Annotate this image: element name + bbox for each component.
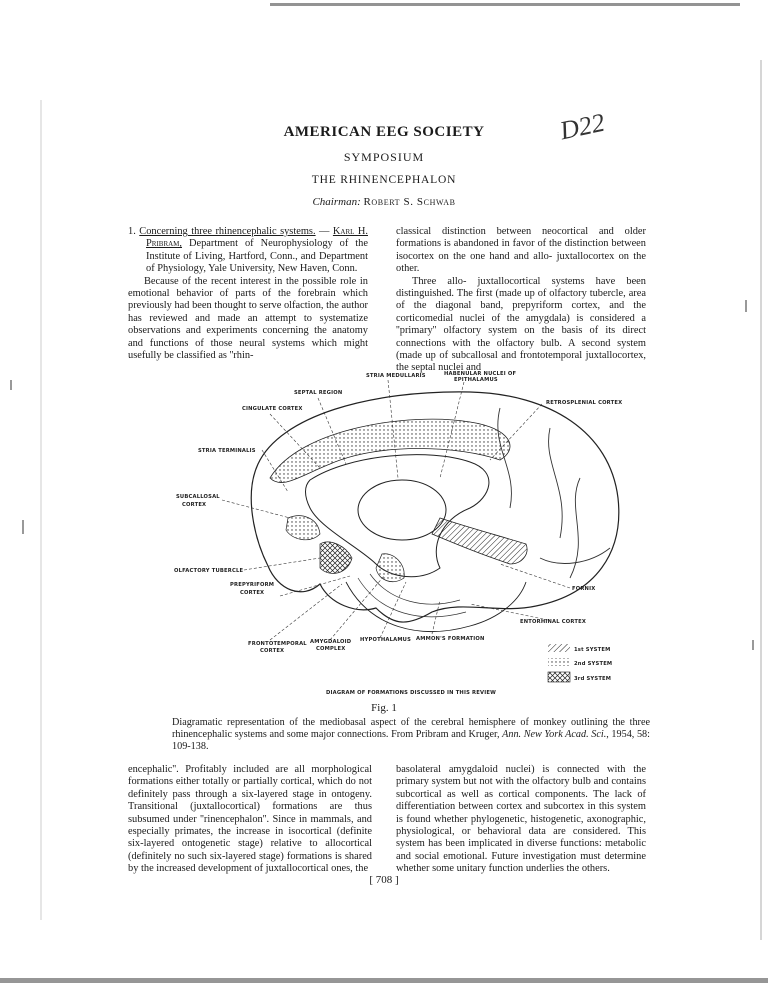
item-number: 1. [128,226,136,237]
first-system-area [286,516,320,540]
section-subtitle: SYMPOSIUM [343,150,425,164]
label-fornix: FORNIX [572,586,596,592]
sulcus-line [540,548,610,563]
scan-speck [10,380,12,390]
legend-label-3: 3rd SYSTEM [574,676,612,682]
caption-text: Diagramatic representation of the mediobasal aspect of the cerebral hemisphere of monkey outlining the three rhinencephalic systems and some major connections. From Pribram and Kruger, [172,717,650,741]
chairman-line [0,196,768,208]
left-column-top [128,226,368,362]
thalamus-outline [358,480,446,540]
label-entorhinal-cortex: ENTORHINAL CORTEX [520,619,587,625]
legend-swatch-2 [548,658,570,666]
figure-legend [548,644,612,682]
scan-edge-bottom [0,978,768,983]
symposium-topic: THE RHINENCEPHALON [311,174,457,186]
diagram-title: DIAGRAM OF FORMATIONS DISCUSSED IN THIS REVIEW [326,690,496,696]
scan-edge-right [760,60,762,940]
label-cingulate-cortex: CINGULATE CORTEX [242,406,303,412]
label-ammons-formation: AMMON'S FORMATION [416,636,485,642]
second-system-band [432,518,527,564]
paragraph: classical distinction between neocortical and older formations is abandoned in favor of the distinction between isocortex on the one hand and allo- juxtallocortex on the other. [396,226,646,275]
legend-swatch-3 [548,672,570,682]
cingulate-region [270,419,510,482]
scan-edge-top [270,3,740,6]
left-column-bottom [128,764,372,876]
handwritten-doc-id: D22 [557,107,608,146]
third-system-area [320,542,352,573]
author-affiliation: Department of Neurophysiology of the Institute of Living, Hartford, Conn., and Department of Physiology, Yale University, New Haven, Conn. [146,238,368,275]
paragraph: encephalic''. Profitably included are all morphological formations either totally or partially cortical, which do not definitely pass through a six-layered stage in ontogeny. Transitional (juxtallocortical) formations are thus subsumed under ''rinencephalon''. Since in mammals, and especially primates, the increase in isocortical (definite six-layered ontogenetic stage) relative to allocortical (definitely no such six-layered stage) formations is shared by the increased development of juxtallocortical ones, the [128,764,372,875]
right-column-bottom [396,764,646,876]
label-stria-terminalis: STRIA TERMINALIS [198,448,256,454]
label-amygdaloid-complex: COMPLEX [316,646,346,652]
label-habenular-nuclei: HABENULAR NUCLEI OF [444,371,517,377]
chairman-label: Chairman: [312,196,361,208]
brain-diagram-figure [170,368,640,698]
caption-journal: Ann. New York Acad. Sci. [502,729,607,741]
paragraph: Three allo- juxtallocortical systems have been distinguished. The first (made up of olfactory tubercle, area of the diagonal band, prepyriform cortex, and the corticomedial nuclei of the amygdala) is considered a ''primary'' olfactory system on the basis of its direct connections with the olfactory bulb. A second system (made up of subcallosal and frontotemporal juxtallocortex, the septal nuclei and [396,275,646,374]
legend-swatch-1 [548,644,570,652]
label-frontotemporal: FRONTOTEMPORAL [248,641,307,647]
label-epithalamus: EPITHALAMUS [454,377,498,383]
abstract-heading [128,226,368,276]
abstract-title: Concerning three rhinencephalic systems. [139,226,316,237]
brain-diagram [170,368,640,698]
page-title: AMERICAN EEG SOCIETY [283,124,485,140]
author-name: Karl H. Pribram, [146,226,368,250]
temporal-fiber [358,578,466,617]
title-dash: — [315,226,330,237]
right-column-top [396,226,646,375]
label-frontotemporal-cortex: CORTEX [260,648,285,654]
legend-label-2: 2nd SYSTEM [574,661,613,667]
label-retrosplenial-cortex: RETROSPLENIAL CORTEX [546,400,623,406]
label-hypothalamus: HYPOTHALAMUS [360,637,412,643]
scan-speck [745,300,747,312]
chairman-name: Robert S. Schwab [363,196,456,208]
first-system-area [376,554,404,582]
label-amygdaloid: AMYGDALOID [310,639,352,645]
paragraph: basolateral amygdaloid nuclei) is connected with the primary system but not with the olfactory bulb and contains subcortical as well as cortical components. The lack of differentiation between cortex and subcortex in this system is found whether phylogenetic, histogenetic, axonographic, physiological, or behavioral data are considered. This system has been implicated in diverse functions: metabolic and social emotional. Future investigation must determine whether some unitary function underlies the others. [396,764,646,875]
label-prepyriform: PREPYRIFORM [230,582,275,588]
caption-citation: , 1954, 58: 109-138. [172,729,650,753]
label-stria-medullaris: STRIA MEDULLARIS [366,373,426,379]
label-septal-region: SEPTAL REGION [294,390,343,396]
label-subcallosal-cortex: CORTEX [182,502,207,508]
page-number: [ 708 ] [369,874,399,886]
label-subcallosal: SUBCALLOSAL [176,494,220,500]
scan-speck [22,520,24,534]
figure-caption [172,717,650,754]
leader-lines [222,380,570,640]
label-olfactory-tubercle: OLFACTORY TUBERCLE [174,568,244,574]
sulcus-line [549,428,563,538]
scan-edge-left [40,100,42,920]
figure-number: Fig. 1 [371,702,397,714]
legend-label-1: 1st SYSTEM [574,647,611,653]
paragraph: Because of the recent interest in the possible role in emotional behavior of parts of the forebrain which previously had been thought to serve olfaction, the author has reviewed and made an attempt to systematize observations and experiments concerning the anatomy and functions of those neural systems which might usefully be classified as ''rhin- [128,275,368,362]
scan-speck [752,640,754,650]
label-prepyriform-cortex: CORTEX [240,590,265,596]
